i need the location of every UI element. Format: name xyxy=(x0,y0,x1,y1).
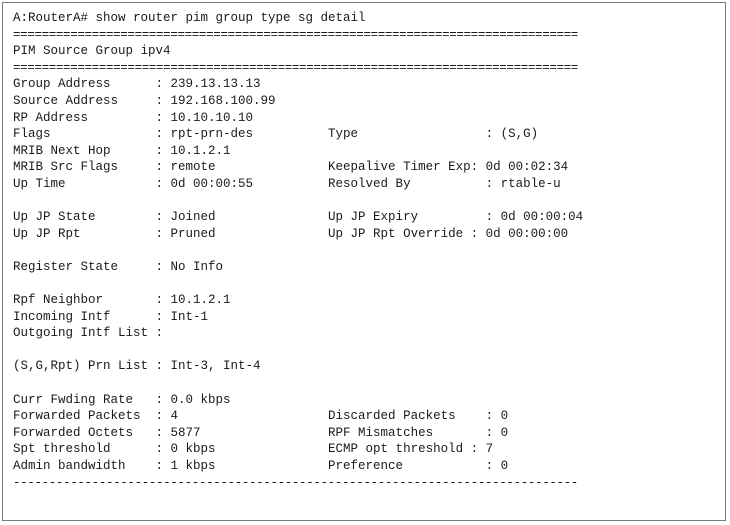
field-spt-threshold: Spt threshold : 0 kbps ECMP opt threshold : 7 xyxy=(13,442,494,457)
field-up-jp-state-expiry: Up JP State : Joined Up JP Expiry : 0d 00:00:04 xyxy=(13,210,584,225)
field-mrib-next-hop: MRIB Next Hop : 10.1.2.1 xyxy=(13,143,231,158)
command-line: A:RouterA# show router pim group type sg detail xyxy=(13,11,366,25)
blank-line xyxy=(13,276,583,293)
field-flags-type: Flags : rpt-prn-des Type : (S,G) xyxy=(13,127,539,142)
field-register-state: Register State : No Info xyxy=(13,259,224,274)
terminal-output xyxy=(13,10,583,491)
field-mrib-src-flags-keepalive: MRIB Src Flags : remote Keepalive Timer Exp: 0d 00:02:34 xyxy=(13,160,569,175)
blank-line xyxy=(13,242,583,259)
field-curr-fwding-rate: Curr Fwding Rate : 0.0 kbps xyxy=(13,392,231,407)
field-rpf-neighbor: Rpf Neighbor : 10.1.2.1 xyxy=(13,293,231,308)
field-rp-address: RP Address : 10.10.10.10 xyxy=(13,110,254,125)
field-forwarded-octets: Forwarded Octets : 5877 RPF Mismatches : 0 xyxy=(13,425,509,440)
field-incoming-intf: Incoming Intf : Int-1 xyxy=(13,309,209,324)
blank-line xyxy=(13,193,583,210)
field-group-address: Group Address : 239.13.13.13 xyxy=(13,77,261,92)
field-outgoing-intf-list: Outgoing Intf List : xyxy=(13,326,164,341)
separator-double: =============================================================================== xyxy=(13,27,578,42)
separator-double: =============================================================================== xyxy=(13,60,578,75)
field-admin-bandwidth: Admin bandwidth : 1 kbps Preference : 0 xyxy=(13,459,509,474)
separator-dashed: ------------------------------------------------------------------------------- xyxy=(13,475,578,490)
field-forwarded-packets: Forwarded Packets : 4 Discarded Packets : 0 xyxy=(13,409,509,424)
blank-line xyxy=(13,375,583,392)
section-title: PIM Source Group ipv4 xyxy=(13,44,171,59)
terminal-screenshot-frame xyxy=(2,2,726,521)
field-source-address: Source Address : 192.168.100.99 xyxy=(13,93,276,108)
field-sg-rpt-prn-list: (S,G,Rpt) Prn List : Int-3, Int-4 xyxy=(13,359,261,374)
blank-line xyxy=(13,342,583,359)
field-up-jp-rpt-override: Up JP Rpt : Pruned Up JP Rpt Override : 0d 00:00:00 xyxy=(13,226,569,241)
field-up-time-resolved-by: Up Time : 0d 00:00:55 Resolved By : rtable-u xyxy=(13,176,561,191)
